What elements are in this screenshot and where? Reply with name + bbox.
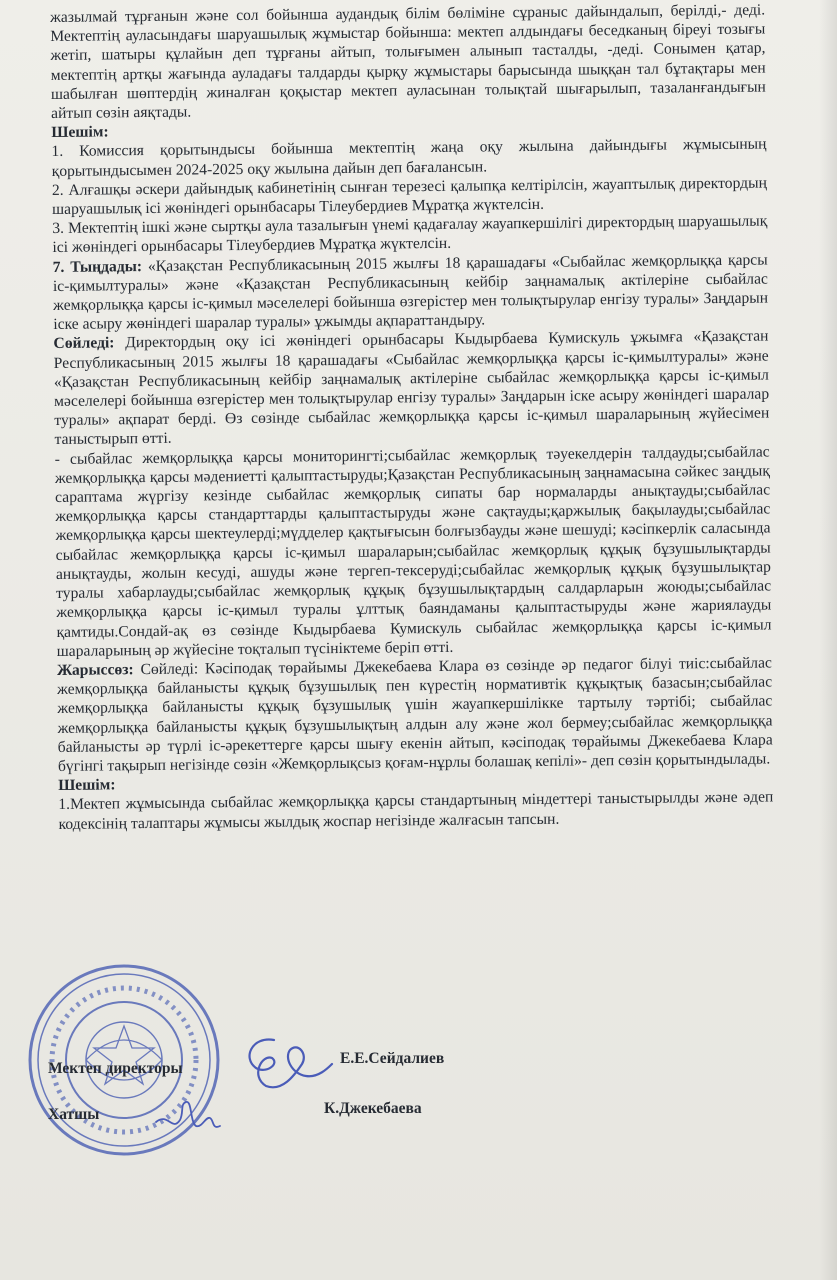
speaker-text: Директордың оқу ісі жөніндегі орынбасары Кыдырбаева Кумискуль ұжымға «Қазақстан Республикасының 2015 жылғы 18 қарашадағы «Сыбайлас жемқорлыққа қарсы іс-қимылтуралы» және «Қазақстан Республикасының кейбір заңнамалық актілеріне сыбайлас жемқорлыққа қарсы іс-қимыл мәселелері бойынша өзгерістер мен толықтырулар енгізу туралы» Заңдарын іске асыру жөніндегі шаралар туралы» ақпарат берді. Өз сөзінде сыбайлас жемқорлыққа қарсы іс-қимыл шараларының жүйесімен таныстырып өтті. — [53, 327, 770, 449]
decision-item-2: 2. Алғашқы әскери дайындық кабинетінің сынған терезесі қалыпқа келтірілсін, жауаптылық директордың шаруашылық ісі жөніндегі орынбасары Тілеубердиев Мұратқа жүктелсін. — [51, 174, 767, 219]
speaker-paragraph — [53, 327, 769, 450]
debate-text: Сөйледі: Кәсіподақ төрайымы Джекебаева Клара өз сөзінде әр педагог білуі тиіс:сыбайлас жемқорлыққа байланысты құқық бұзушылық пен күрестің нормативтік құқықтық базасын;сыбайлас жемқорлыққа байланысты құқық бұзушылық үшін жауапкершілікке тартылу тәртібі; сыбайлас жемқорлыққа байланысты құқық бұзушылықтың алдын алу және жол бермеу;сыбайлас жемқорлыққа байланысты әр түрлі іс-әрекеттерге қарсы шығу екенін айтып, кәсіподақ төрайымы Джекебаева Клара бүгінгі тақырып негізінде сөзін «Жемқорлықсыз қоғам-нұрлы болашақ кепілі»- деп сөзін қорытындылады. — [57, 654, 773, 775]
page-edge-shadow — [819, 0, 837, 1280]
debate-paragraph — [57, 653, 773, 776]
decision-item-1: 1. Комиссия қорытындысы бойынша мектептің жаңа оқу жылына дайындығы жұмысының қорытындысымен 2024-2025 оқу жылына дайын деп бағалансын. — [51, 135, 767, 180]
secretary-signature-icon — [150, 1092, 230, 1140]
secretary-title: Хатшы — [48, 1106, 100, 1123]
debate-label: Жарыссөз: — [56, 661, 134, 679]
secretary-name: К.Джекебаева — [324, 1100, 422, 1117]
document-body — [50, 1, 774, 834]
director-signature-icon — [232, 1028, 342, 1098]
final-decision-item: 1.Мектеп жұмысында сыбайлас жемқорлыққа қарсы стандартының міндеттері таныстырылды және әдеп кодексінің талаптары жұмысы жылдық жоспар негізінде жалғасын тапсын. — [58, 788, 774, 833]
director-name: Е.Е.Сейдалиев — [340, 1050, 445, 1067]
decision-item-3: 3. Мектептің ішкі және сыртқы аула тазалығын үнемі қадағалау жауапкершілігі директордың шаруашылық ісі жөніндегі орынбасары Тілеубердиев Мұратқа жүктелсін. — [52, 212, 768, 257]
director-title: Мектеп директоры — [48, 1060, 183, 1077]
speaker-label: Сөйледі: — [53, 334, 115, 353]
agenda-text: «Қазақстан Республикасының 2015 жылғы 18 қарашадағы «Сыбайлас жемқорлыққа қарсы іс-қимылтуралы» және «Қазақстан Республикасының кейбір заңнамалық актілеріне сыбайлас жемқорлыққа қарсы іс-қимыл мәселелері бойынша өзгерістер мен толықтырулар енгізу туралы» Заңдарын іске асыру жөніндегі шаралар туралы» ұжымды ақпараттандыру. — [52, 251, 769, 334]
agenda-label: 7. Тыңдады: — [52, 257, 143, 276]
decision-heading-2: Шешім: — [58, 776, 116, 795]
measures-list: - сыбайлас жемқорлыққа қарсы мониторингті;сыбайлас жемқорлық тәуекелдерін талдауды;сыбайлас жемқорлыққа қарсы мәдениетті қалыптастыруды;Қазақстан Республикасының заңнамасына сәйкес заңдық сараптама жүргізу кезінде сыбайлас жемқорлық сипаты бар нормаларды анықтауды;сыбайлас жемқорлыққа қарсы стандарттарды қалыптастыруды және сақтауды;қаржылық бақылауды;сыбайлас жемқорлыққа қарсы шектеулерді;мүдделер қақтығысын болғызбауды және шешуді; кәсіпкерлік саласында сыбайлас жемқорлыққа қарсы іс-қимыл шараларын;сыбайлас жемқорлық құқық бұзушылықтарды анықтауды, жолын кесуді, ашуды және тергеп-тексеруді;сыбайлас жемқорлық құқық бұзушылықтар туралы хабарлауды;сыбайлас жемқорлық құқық бұзушылықтардың салдарларын жоюды;сыбайлас жемқорлыққа қарсы іс-қимыл туралы ұлттық баяндаманы қалыптастыруды және жариялауды қамтиды.Сондай-ақ өз сөзінде Кыдырбаева Кумискуль сыбайлас жемқорлыққа қарсы іс-қимыл шараларының әр жүйесіне тоқталып түсініктеме беріп өтті. — [54, 443, 772, 660]
agenda-item-7 — [53, 250, 769, 334]
paragraph-intro: жазылмай тұрғанын және сол бойынша аудандық білім бөліміне сұраныс дайындалып, берілді,- деді. Мектептің ауласындағы шаруашылық жұмыстар бойынша: мектеп алдындағы беседканың біреуі тозығы жетіп, шатыры құлайын деп тұрғаны айтып, толығымен алынып тасталды, -деді. Сонымен қатар, мектептің артқы жағында ауладағы талдарды қырқу жұмыстары барысында шыққан тал бұтақтары мен шабылған шөптердің жиналған қоқыстар мектеп ауласынан толықтай шығарылып, тазаланғандығын айтып сөзін аяқтады. — [50, 1, 766, 123]
decision-heading: Шешім: — [51, 123, 109, 142]
